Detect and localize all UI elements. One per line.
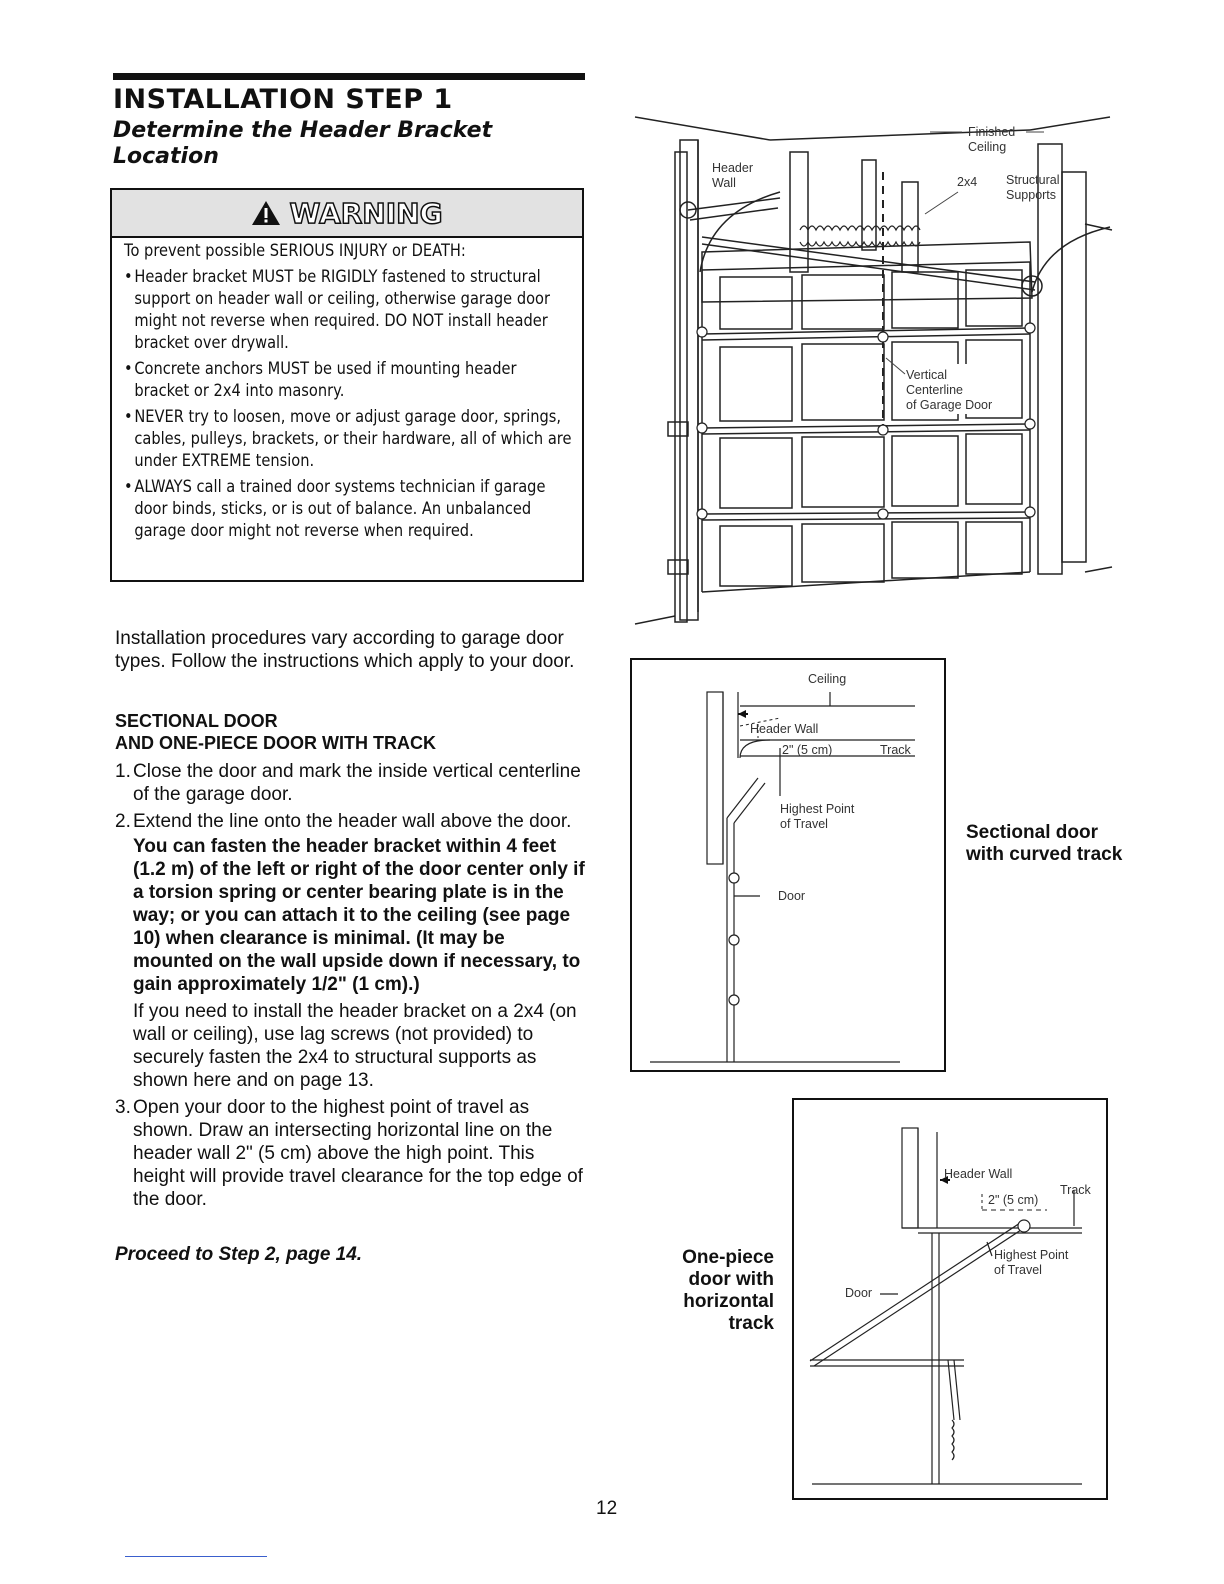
label-header-wall: Header Wall (750, 722, 819, 736)
proceed-note: Proceed to Step 2, page 14. (115, 1244, 363, 1265)
label-track: Track (880, 743, 911, 757)
warning-triangle-icon (251, 199, 281, 227)
caption-horizontal-track (640, 1247, 774, 1335)
label-highest-2: of Travel (994, 1263, 1042, 1277)
step-title: INSTALLATION STEP 1 (113, 84, 453, 115)
label-track: Track (1060, 1183, 1091, 1197)
label-finished: Finished (968, 125, 1016, 139)
step-number: 3. (115, 1097, 131, 1118)
intro-paragraph: Installation procedures vary according to garage door types. Follow the instructions which apply to your door. (115, 628, 575, 672)
caption-curved-track: Sectional door with curved track (966, 822, 1123, 865)
step-list (115, 760, 585, 1215)
label-supports: Supports (1006, 188, 1057, 202)
label-door: Door (778, 889, 806, 903)
step-text: Open your door to the highest point of travel as shown. Draw an intersecting horizontal line on the header wall 2" (5 cm) above the high point. This height will provide travel clearance for the top edge of the door. (133, 1097, 583, 1210)
label-of-garage-door: of Garage Door (906, 398, 993, 412)
curved-track-figure (630, 658, 946, 1074)
label-highest-1: Highest Point (994, 1248, 1069, 1262)
caption-line: horizontal (683, 1291, 774, 1312)
section-heading-line-2: AND ONE-PIECE DOOR WITH TRACK (115, 733, 436, 753)
label-highest-2: of Travel (780, 817, 828, 831)
section-heading-line-1: SECTIONAL DOOR (115, 711, 278, 731)
label-2x4: 2x4 (957, 175, 978, 189)
warning-heading: WARNING (289, 196, 443, 230)
garage-door-illustration (630, 112, 1116, 630)
warning-list (124, 266, 574, 542)
warning-bullet: • ALWAYS call a trained door systems technician if garage door binds, sticks, or is out of balance. An unbalanced garage door might not reverse when required. (124, 476, 574, 542)
label-highest-1: Highest Point (780, 802, 855, 816)
step-item (115, 760, 585, 806)
horizontal-track-figure (792, 1098, 1108, 1502)
label-ceiling: Ceiling (808, 672, 847, 686)
label-clearance: 2" (5 cm) (988, 1193, 1039, 1207)
step-number: 2. (115, 811, 131, 832)
section-heading (115, 710, 585, 754)
subtitle-line-2: Location (113, 144, 219, 169)
label-header-1: Header (712, 161, 753, 175)
title-rule (113, 73, 585, 80)
warning-box (110, 188, 584, 582)
label-clearance: 2" (5 cm) (782, 743, 833, 757)
caption-line: One-piece (682, 1247, 774, 1268)
subtitle-line-1: Determine the Header Bracket (113, 118, 493, 143)
warning-bullet: • NEVER try to loosen, move or adjust garage door, springs, cables, pulleys, brackets, or their hardware, all of which are under EXTREME tension. (124, 406, 574, 472)
step-subtitle (113, 118, 583, 170)
warning-bullet: • Concrete anchors MUST be used if mounting header bracket or 2x4 into masonry. (124, 358, 574, 402)
step-text: Extend the line onto the header wall above the door. (133, 811, 572, 832)
label-door: Door (845, 1286, 873, 1300)
step-text: Close the door and mark the inside vertical centerline of the garage door. (133, 761, 581, 805)
step-item (115, 810, 585, 1092)
warning-intro: To prevent possible SERIOUS INJURY or DEATH: (124, 241, 466, 261)
footer-rule (125, 1556, 267, 1557)
step-note-bold: You can fasten the header bracket within 4 feet (1.2 m) of the left or right of the door center only if a torsion spring or center bearing plate is in the way; or you can attach it to the ceiling (see page 10) when clearance is minimal. (It may be mounted on the wall upside down if necessary, to gain approximately 1/2" (1 cm).) (133, 836, 585, 995)
warning-body (124, 240, 574, 542)
label-header-wall: Header Wall (944, 1167, 1013, 1181)
label-header-2: Wall (712, 176, 736, 190)
label-centerline: Centerline (906, 383, 963, 397)
label-vertical: Vertical (906, 368, 947, 382)
label-ceiling: Ceiling (968, 140, 1007, 154)
caption-line: track (728, 1313, 774, 1334)
label-structural: Structural (1006, 173, 1060, 187)
caption-line: door with (688, 1269, 774, 1290)
warning-header (112, 190, 582, 238)
step-number: 1. (115, 761, 131, 782)
step-note: If you need to install the header bracket on a 2x4 (on wall or ceiling), use lag screws (not provided) to securely fasten the 2x4 to structural supports as shown here and on page 13. (133, 1001, 577, 1091)
warning-bullet: • Header bracket MUST be RIGIDLY fastened to structural support on header wall or ceiling, otherwise garage door might not reverse when required. DO NOT install header bracket over drywall. (124, 266, 574, 354)
step-item (115, 1096, 585, 1211)
page-number: 12 (596, 1498, 618, 1519)
